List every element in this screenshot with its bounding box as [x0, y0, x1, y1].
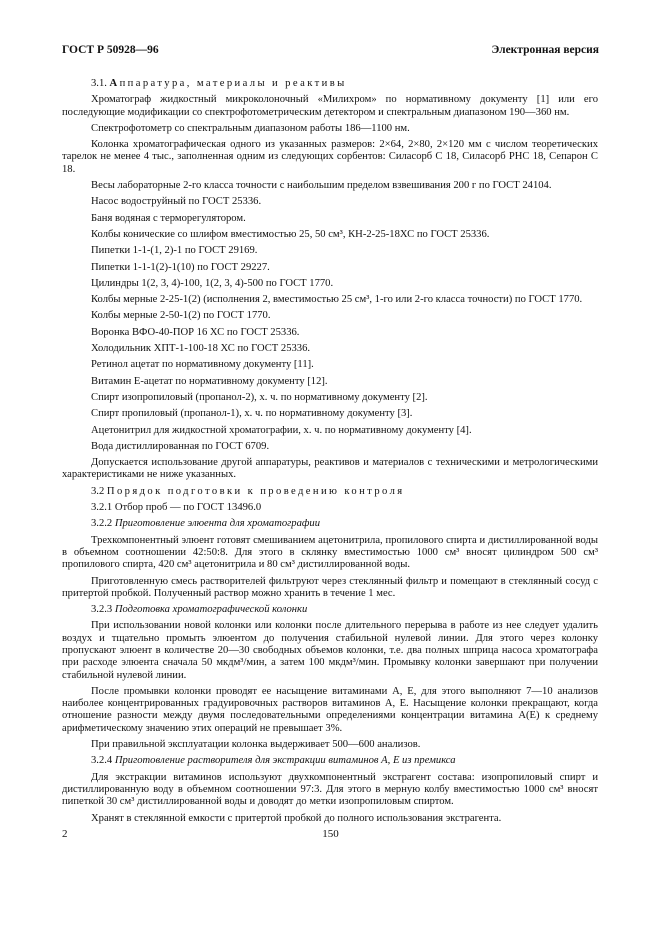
paragraph: Ретинол ацетат по нормативному документу [11]. — [91, 359, 314, 371]
paragraph: Ацетонитрил для жидкостной хроматографии, х. ч. по нормативному документу [4]. — [91, 424, 472, 436]
section-number: 3.2 — [91, 485, 105, 497]
subsection-heading — [62, 755, 598, 767]
paragraph: Колбы мерные 2-50-1(2) по ГОСТ 1770. — [91, 310, 271, 322]
paragraph: Весы лабораторные 2-го класса точности с наибольшим пределом взвешивания 200 г по ГОСТ 24104. — [91, 180, 552, 192]
subsection-heading — [62, 518, 598, 530]
section-title-initial: А — [109, 78, 120, 89]
paragraph: Холодильник ХПТ-1-100-18 ХС по ГОСТ 25336. — [91, 343, 311, 355]
paragraph: При использовании новой колонки или колонки после длительного перерыва в работе из нее следует удалить воздух и тщательно промыть элюентом до получения стабильной нулевой линии. Для этого через колонку пропускают элюент в количестве 20—30 свободных объемов колонки, т.е. два полных шприца насоса хроматографа при расходе элюента сначала 50 мкдм³/мин, а затем 100 мкдм³/мин. Промывку колонки завершают при получении стабильной нулевой линии. — [62, 620, 598, 681]
paragraph: Для экстракции витаминов используют двухкомпонентный экстрагент состава: изопропиловый спирт и дистиллированную воду в объемном соотношении 97:3. Для этого в мерную колбу вместимостью 1000 см³ вносят пипеткой 30 см³ дистиллированной воды и доводят до метки изопропиловым спиртом. — [62, 771, 598, 808]
paragraph: Колонка хроматографическая одного из указанных размеров: 2×64, 2×80, 2×120 мм с числом теоретических тарелок не менее 4 тыс., заполненная одним из следующих сорбентов: Силасорб С 18, Силасорб РНС 18, Сепарон С 18. — [62, 139, 598, 175]
page-number-left: 2 — [62, 828, 68, 840]
section-title — [110, 78, 347, 89]
section-heading — [62, 486, 598, 498]
paragraph: Колбы конические со шлифом вместимостью 25, 50 см³, КН-2-25-18ХС по ГОСТ 25336. — [91, 228, 490, 240]
subsection-title: Приготовление растворителя для экстракции витаминов А, Е из премикса — [114, 755, 456, 767]
paragraph: Спирт пропиловый (пропанол-1), х. ч. по нормативному документу [3]. — [91, 408, 413, 420]
paragraph: Спирт изопропиловый (пропанол-2), х. ч. по нормативному документу [2]. — [91, 391, 428, 403]
paragraph: Хранят в стеклянной емкости с притертой пробкой до полного использования экстрагента. — [91, 812, 502, 824]
page-number-center: 150 — [322, 828, 339, 840]
paragraph: Хроматограф жидкостный микроколоночный «Милихром» по нормативному документу [1] или его последующие модификации со спектрофотометрическим детектором и спектральным диапазоном 190—360 нм. — [62, 94, 598, 118]
paragraph: Допускается использование другой аппаратуры, реактивов и материалов с техническими и метрологическими характеристиками не ниже указанных. — [62, 457, 598, 481]
paragraph: Вода дистиллированная по ГОСТ 6709. — [91, 440, 270, 452]
subsection-number: 3.2.4 — [91, 755, 113, 767]
paragraph: Пипетки 1-1-(1, 2)-1 по ГОСТ 29169. — [91, 245, 258, 257]
section-title-rest: Порядок подготовки к проведению контроля — [106, 485, 405, 497]
paragraph: Спектрофотометр со спектральным диапазоном работы 186—1100 нм. — [91, 122, 410, 134]
subsection-title: Приготовление элюента для хроматографии — [114, 518, 321, 530]
paragraph: При правильной эксплуатации колонка выдерживает 500—600 анализов. — [91, 739, 421, 751]
paragraph: Баня водяная с терморегулятором. — [91, 212, 246, 224]
subsection-heading — [62, 604, 598, 616]
paragraph: Воронка ВФО-40-ПОР 16 ХС по ГОСТ 25336. — [91, 326, 300, 338]
subsection-number: 3.2.3 — [91, 604, 113, 616]
paragraph: После промывки колонки проводят ее насыщение витаминами А, Е, для этого выполняют 7—10 анализов наиболее концентрированных градуировочных растворов витаминов А, Е. Насыщение колонки прекращают, когда отношение разности между двумя последовательными определениями концентрации витамина А(Е) к среднему арифметическому значению этих операций не превышает 3%. — [62, 685, 598, 734]
section-title-rest: ппаратура, материалы и реактивы — [119, 78, 347, 89]
section-heading — [62, 78, 598, 90]
paragraph: 3.2.1 Отбор проб — по ГОСТ 13496.0 — [91, 502, 262, 514]
standard-code: ГОСТ Р 50928—96 — [62, 44, 159, 56]
paragraph: Приготовленную смесь растворителей фильтруют через стеклянный фильтр и помещают в стеклянный сосуд с притертой пробкой. Полученный раствор можно хранить в течение 1 мес. — [62, 575, 598, 599]
section-title — [107, 486, 405, 497]
paragraph: Цилиндры 1(2, 3, 4)-100, 1(2, 3, 4)-500 по ГОСТ 1770. — [91, 277, 334, 289]
section-number: 3.1. — [91, 78, 107, 89]
document-body — [62, 78, 598, 829]
paragraph: Витамин Е-ацетат по нормативному документу [12]. — [91, 375, 328, 387]
paragraph: Колбы мерные 2-25-1(2) (исполнения 2, вместимостью 25 см³, 1-го или 2-го класса точности) по ГОСТ 1770. — [91, 294, 583, 306]
subsection-number: 3.2.2 — [91, 518, 113, 530]
paragraph: Пипетки 1-1-1(2)-1(10) по ГОСТ 29227. — [91, 261, 270, 273]
paragraph: Насос водоструйный по ГОСТ 25336. — [91, 196, 262, 208]
paragraph: Трехкомпонентный элюент готовят смешиванием ацетонитрила, пропилового спирта и дистиллированной воды в объемном соотношении 42:50:8. Для этого в склянку вместимостью 1000 см³ вносят цилиндром 500 см³ пропилового спирта, 420 см³ ацетонитрила и 80 см³ дистиллированной воды. — [62, 534, 598, 571]
edition-label: Электронная версия — [491, 44, 599, 56]
subsection-title: Подготовка хроматографической колонки — [114, 604, 308, 616]
